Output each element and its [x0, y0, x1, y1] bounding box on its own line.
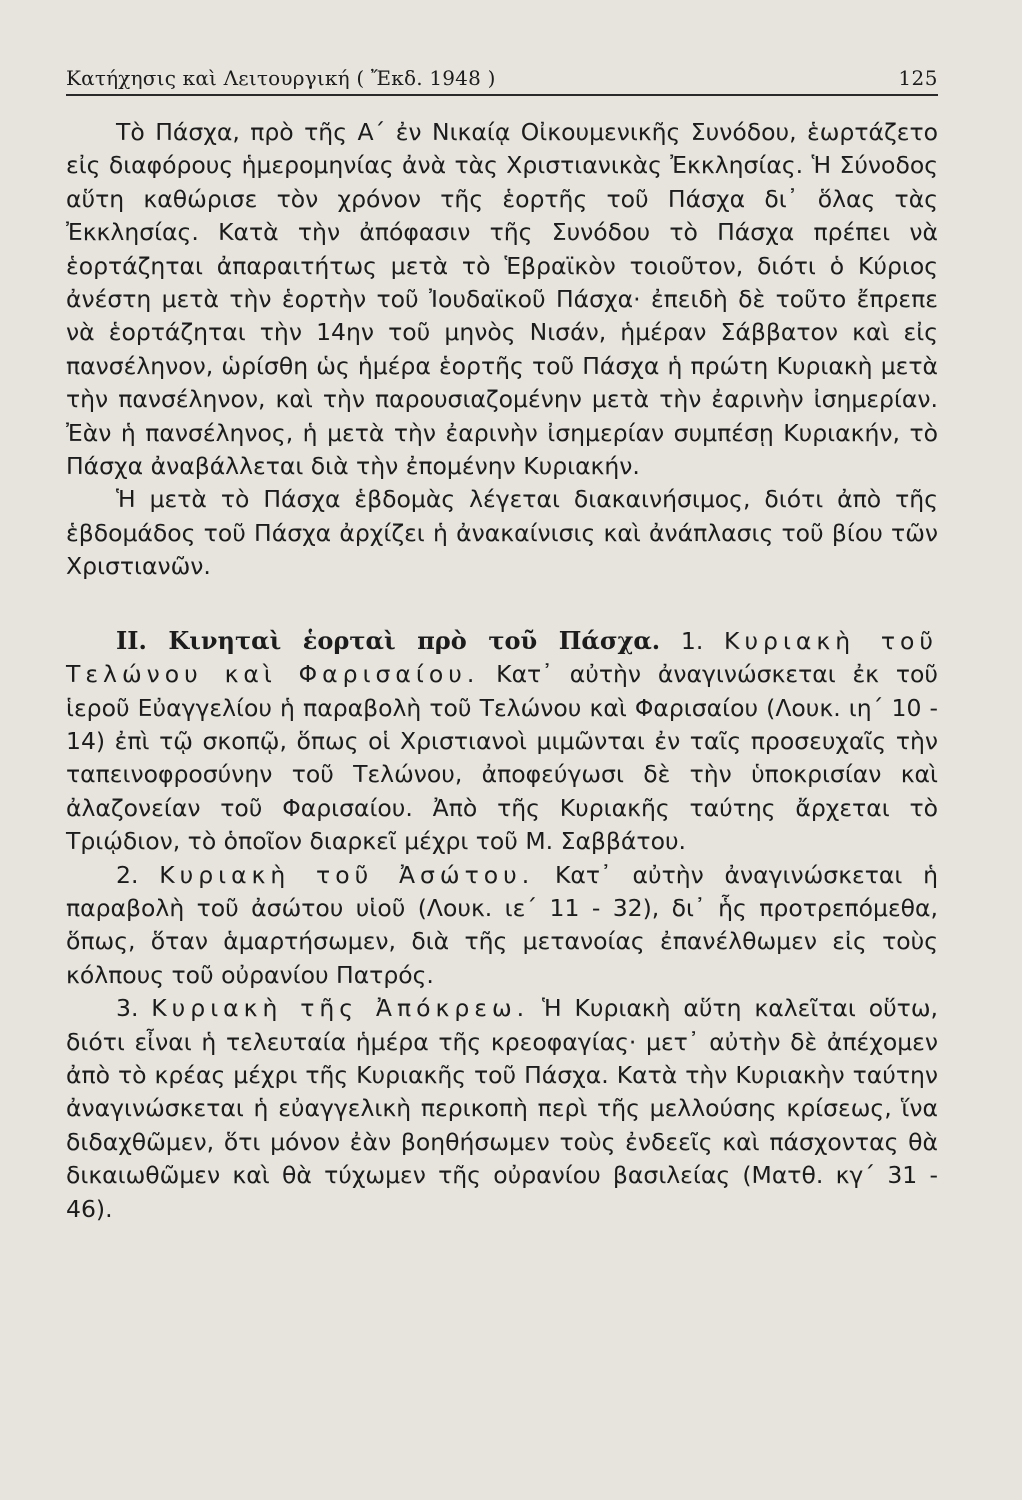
- page-number: 125: [898, 66, 938, 90]
- running-title: Κατήχησις καὶ Λειτουργική ( Ἔκδ. 1948 ): [66, 66, 496, 90]
- item-2-title: Κυριακὴ τοῦ Ἀσώτου.: [159, 860, 535, 889]
- running-header: [66, 64, 938, 96]
- item-3-text: Ἡ Κυριακὴ αὕτη καλεῖται οὕτω, διότι εἶναι ἡ τελευταία ἡμέρα τῆς κρεοφαγίας· μετ᾿ αὐτὴν δὲ ἀπέχομεν ἀπὸ τὸ κρέας μέχρι τῆς Κυριακῆς τοῦ Πάσχα. Κατὰ τὴν Κυριακὴν ταύτην ἀναγινώσκεται ἡ εὐαγγελικὴ περικοπὴ περὶ τῆς μελλούσης κρίσεως, ἵνα διδαχθῶμεν, ὅτι μόνον ἐὰν βοηθήσωμεν τοὺς ἐνδεεῖς καὶ πάσχοντας θὰ δικαιωθῶμεν καὶ θὰ τύχωμεν τῆς οὐρανίου βασιλείας (Ματθ. κγ΄ 31 - 46).: [66, 994, 938, 1223]
- item-1-title: Κυριακὴ τοῦ Τελώνου καὶ Φαρισαίου.: [66, 626, 938, 689]
- paragraph-easter-date: Τὸ Πάσχα, πρὸ τῆς Α΄ ἐν Νικαίᾳ Οἰκουμενικῆς Συνόδου, ἑωρτάζετο εἰς διαφόρους ἡμερομηνίας ἀνὰ τὰς Χριστιανικὰς Ἐκκλησίας. Ἡ Σύνοδος αὕτη καθώρισε τὸν χρόνον τῆς ἑορτῆς τοῦ Πάσχα δι᾿ ὅλας τὰς Ἐκκλησίας. Κατὰ τὴν ἀπόφασιν τῆς Συνόδου τὸ Πάσχα πρέπει νὰ ἑορτάζηται ἀπαραιτήτως μετὰ τὸ Ἑβραϊκὸν τοιοῦτον, διότι ὁ Κύριος ἀνέστη μετὰ τὴν ἑορτὴν τοῦ Ἰουδαϊκοῦ Πάσχα· ἐπειδὴ δὲ τοῦτο ἔπρεπε νὰ ἑορτάζηται τὴν 14ην τοῦ μηνὸς Νισάν, ἡμέραν Σάββατον καὶ εἰς πανσέληνον, ὡρίσθη ὡς ἡμέρα ἑορτῆς τοῦ Πάσχα ἡ πρώτη Κυριακὴ μετὰ τὴν πανσέληνον, καὶ τὴν παρουσιαζομένην μετὰ τὴν ἐαρινὴν ἰσημερίαν. Ἐὰν ἡ πανσέληνος, ἡ μετὰ τὴν ἐαρινὴν ἰσημερίαν συμπέσῃ Κυριακήν, τὸ Πάσχα ἀναβάλλεται διὰ τὴν ἐπομένην Κυριακήν.: [66, 118, 938, 481]
- item-1-text: Κατ᾿ αὐτὴν ἀναγινώσκεται ἐκ τοῦ ἱεροῦ Εὐαγγελίου ἡ παραβολὴ τοῦ Τελώνου καὶ Φαρισαίου (Λουκ. ιη΄ 10 - 14) ἐπὶ τῷ σκοπῷ, ὅπως οἱ Χριστιανοὶ μιμῶνται ἐν ταῖς προσευχαῖς τὴν ταπεινοφροσύνην τοῦ Τελώνου, ἀποφεύγωσι δὲ τὴν ὑποκρισίαν καὶ ἀλαζονείαν τοῦ Φαρισαίου. Ἀπὸ τῆς Κυριακῆς ταύτης ἄρχεται τὸ Τριῴδιον, τὸ ὁποῖον διαρκεῖ μέχρι τοῦ Μ. Σαββάτου.: [66, 660, 938, 856]
- item-3-paragraph: [66, 992, 938, 1226]
- item-3-title: Κυριακὴ τῆς Ἀπόκρεω.: [151, 994, 530, 1023]
- body-text: [66, 116, 938, 1226]
- item-1-number: 1.: [680, 626, 704, 655]
- item-2-number: 2.: [116, 860, 139, 889]
- section-ii-paragraph: [66, 624, 938, 859]
- item-2-paragraph: [66, 859, 938, 993]
- paragraph-bright-week: Ἡ μετὰ τὸ Πάσχα ἑβδομὰς λέγεται διακαινήσιμος, διότι ἀπὸ τῆς ἑβδομάδος τοῦ Πάσχα ἀρχίζει ἡ ἀνακαίνισις καὶ ἀνάπλασις τοῦ βίου τῶν Χριστιανῶν.: [66, 485, 938, 581]
- section-heading: ΙΙ. Κινηταὶ ἑορταὶ πρὸ τοῦ Πάσχα.: [116, 625, 661, 655]
- item-3-number: 3.: [116, 994, 139, 1023]
- item-2-text: Κατ᾿ αὐτὴν ἀναγινώσκεται ἡ παραβολὴ τοῦ ἀσώτου υἱοῦ (Λουκ. ιε΄ 11 - 32), δι᾿ ἧς προτρεπόμεθα, ὅπως, ὅταν ἁμαρτήσωμεν, διὰ τῆς μετανοίας ἐπανέλθωμεν εἰς τοὺς κόλπους τοῦ οὐρανίου Πατρός.: [66, 860, 938, 989]
